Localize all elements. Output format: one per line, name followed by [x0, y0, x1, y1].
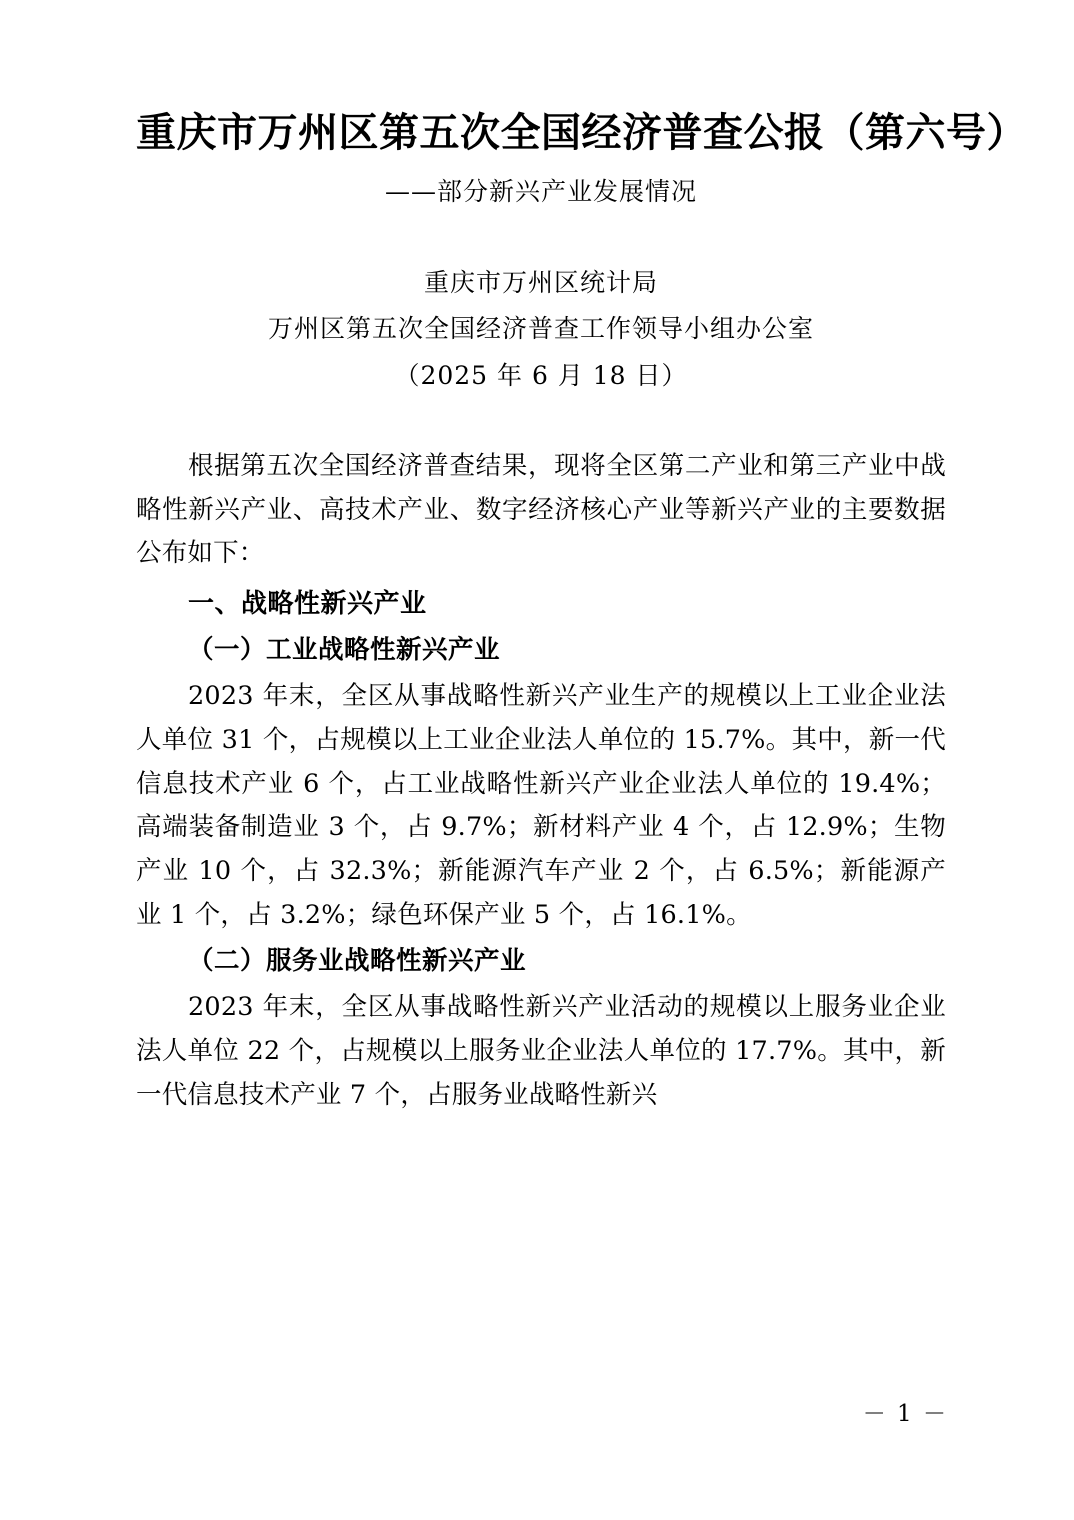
- paragraph-industrial-strategic: 2023 年末，全区从事战略性新兴产业生产的规模以上工业企业法人单位 31 个，占规模以上工业企业法人单位的 15.7%。其中，新一代信息技术产业 6 个，占工业战略性新兴产业企业法人单位的 19.4%；高端装备制造业 3 个，占 9.7%；新材料产业 4 个，占 12.9%；生物产业 10 个，占 32.3%；新能源汽车产业 2 个，占 6.5%；新能源产业 1 个，占 3.2%；绿色环保产业 5 个，占 16.1%。: [136, 680, 946, 931]
- document-content: [136, 108, 1027, 1120]
- issuer-department: 重庆市万州区统计局: [423, 268, 658, 297]
- subsection-heading-1-2: （二）服务业战略性新兴产业: [188, 946, 527, 977]
- page-title: 重庆市万州区第五次全国经济普查公报（第六号）: [136, 109, 1027, 156]
- paragraph-intro: 根据第五次全国经济普查结果，现将全区第二产业和第三产业中战略性新兴产业、高技术产业、数字经济核心产业等新兴产业的主要数据公布如下：: [136, 450, 946, 569]
- issuer-office: 万州区第五次全国经济普查工作领导小组办公室: [267, 314, 814, 344]
- section-heading-1: 一、战略性新兴产业: [188, 589, 427, 620]
- page-number: － 1 －: [862, 1401, 948, 1427]
- issuer-date: （2025 年 6 月 18 日）: [394, 360, 688, 390]
- page-subtitle: ——部分新兴产业发展情况: [384, 177, 697, 206]
- issuer-block: [136, 260, 946, 399]
- paragraph-service-strategic: 2023 年末，全区从事战略性新兴产业活动的规模以上服务业企业法人单位 22 个，占规模以上服务业企业法人单位的 17.7%。其中，新一代信息技术产业 7 个，占服务业战略性新兴: [136, 991, 946, 1110]
- subsection-heading-1-1: （一）工业战略性新兴产业: [188, 635, 501, 666]
